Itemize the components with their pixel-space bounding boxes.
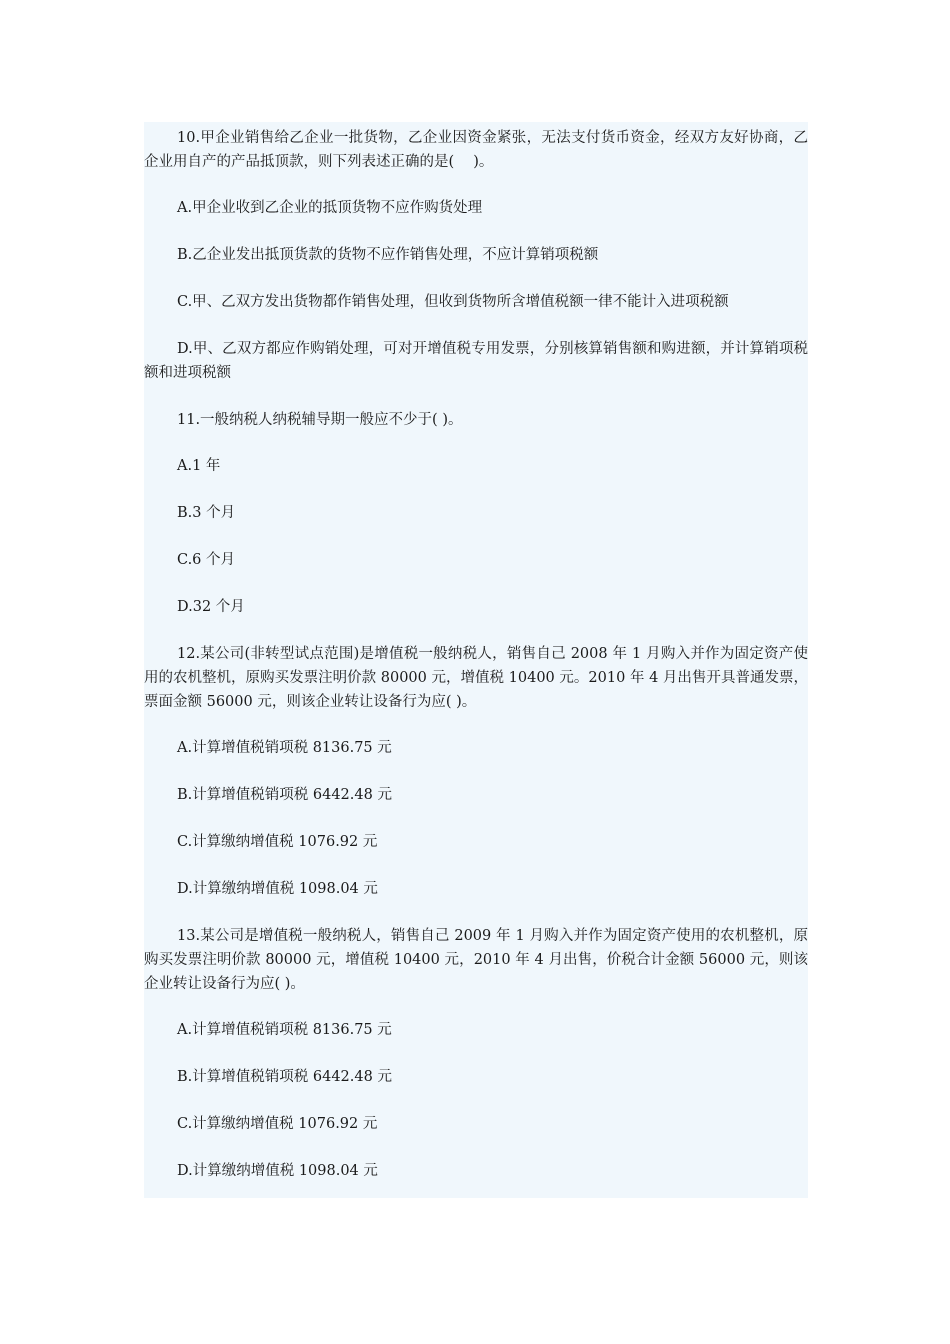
question-10-option-a: A.甲企业收到乙企业的抵顶货物不应作购货处理 [177,200,483,216]
question-10-option-b: B.乙企业发出抵顶货款的货物不应作销售处理，不应计算销项税额 [177,247,599,263]
question-12-option-b: B.计算增值税销项税 6442.48 元 [177,787,392,803]
question-13-option-c: C.计算缴纳增值税 1076.92 元 [177,1116,378,1132]
question-12-stem: 12.某公司(非转型试点范围)是增值税一般纳税人，销售自己 2008 年 1 月购入并作为固定资产使用的农机整机，原购买发票注明价款 80000 元，增值税 10400 元。2010 年 4 月出售开具普通发票，票面金额 56000 元，则该企业转让设备行为应( )。 [144,646,808,710]
question-12-option-d: D.计算缴纳增值税 1098.04 元 [177,881,378,897]
document-content [144,122,808,1198]
question-10-option-c: C.甲、乙双方发出货物都作销售处理，但收到货物所含增值税额一律不能计入进项税额 [177,294,729,310]
question-13-option-a: A.计算增值税销项税 8136.75 元 [177,1022,392,1038]
question-11-option-d: D.32 个月 [177,599,245,615]
question-13-option-d: D.计算缴纳增值税 1098.04 元 [177,1163,378,1179]
question-10-option-d: D.甲、乙双方都应作购销处理，可对开增值税专用发票，分别核算销售额和购进额，并计算销项税额和进项税额 [144,341,808,381]
question-11-stem: 11.一般纳税人纳税辅导期一般应不少于( )。 [177,412,463,428]
question-13-stem: 13.某公司是增值税一般纳税人，销售自己 2009 年 1 月购入并作为固定资产使用的农机整机，原购买发票注明价款 80000 元，增值税 10400 元，2010 年 4 月出售，价税合计金额 56000 元，则该企业转让设备行为应( )。 [144,928,808,992]
question-12-option-a: A.计算增值税销项税 8136.75 元 [177,740,392,756]
question-11-option-c: C.6 个月 [177,552,236,568]
question-10-stem: 10.甲企业销售给乙企业一批货物，乙企业因资金紧张，无法支付货币资金，经双方友好协商，乙企业用自产的产品抵顶款，则下列表述正确的是( )。 [144,130,808,170]
question-11-option-a: A.1 年 [177,458,221,474]
question-11-option-b: B.3 个月 [177,505,236,521]
question-12-option-c: C.计算缴纳增值税 1076.92 元 [177,834,378,850]
question-13-option-b: B.计算增值税销项税 6442.48 元 [177,1069,392,1085]
